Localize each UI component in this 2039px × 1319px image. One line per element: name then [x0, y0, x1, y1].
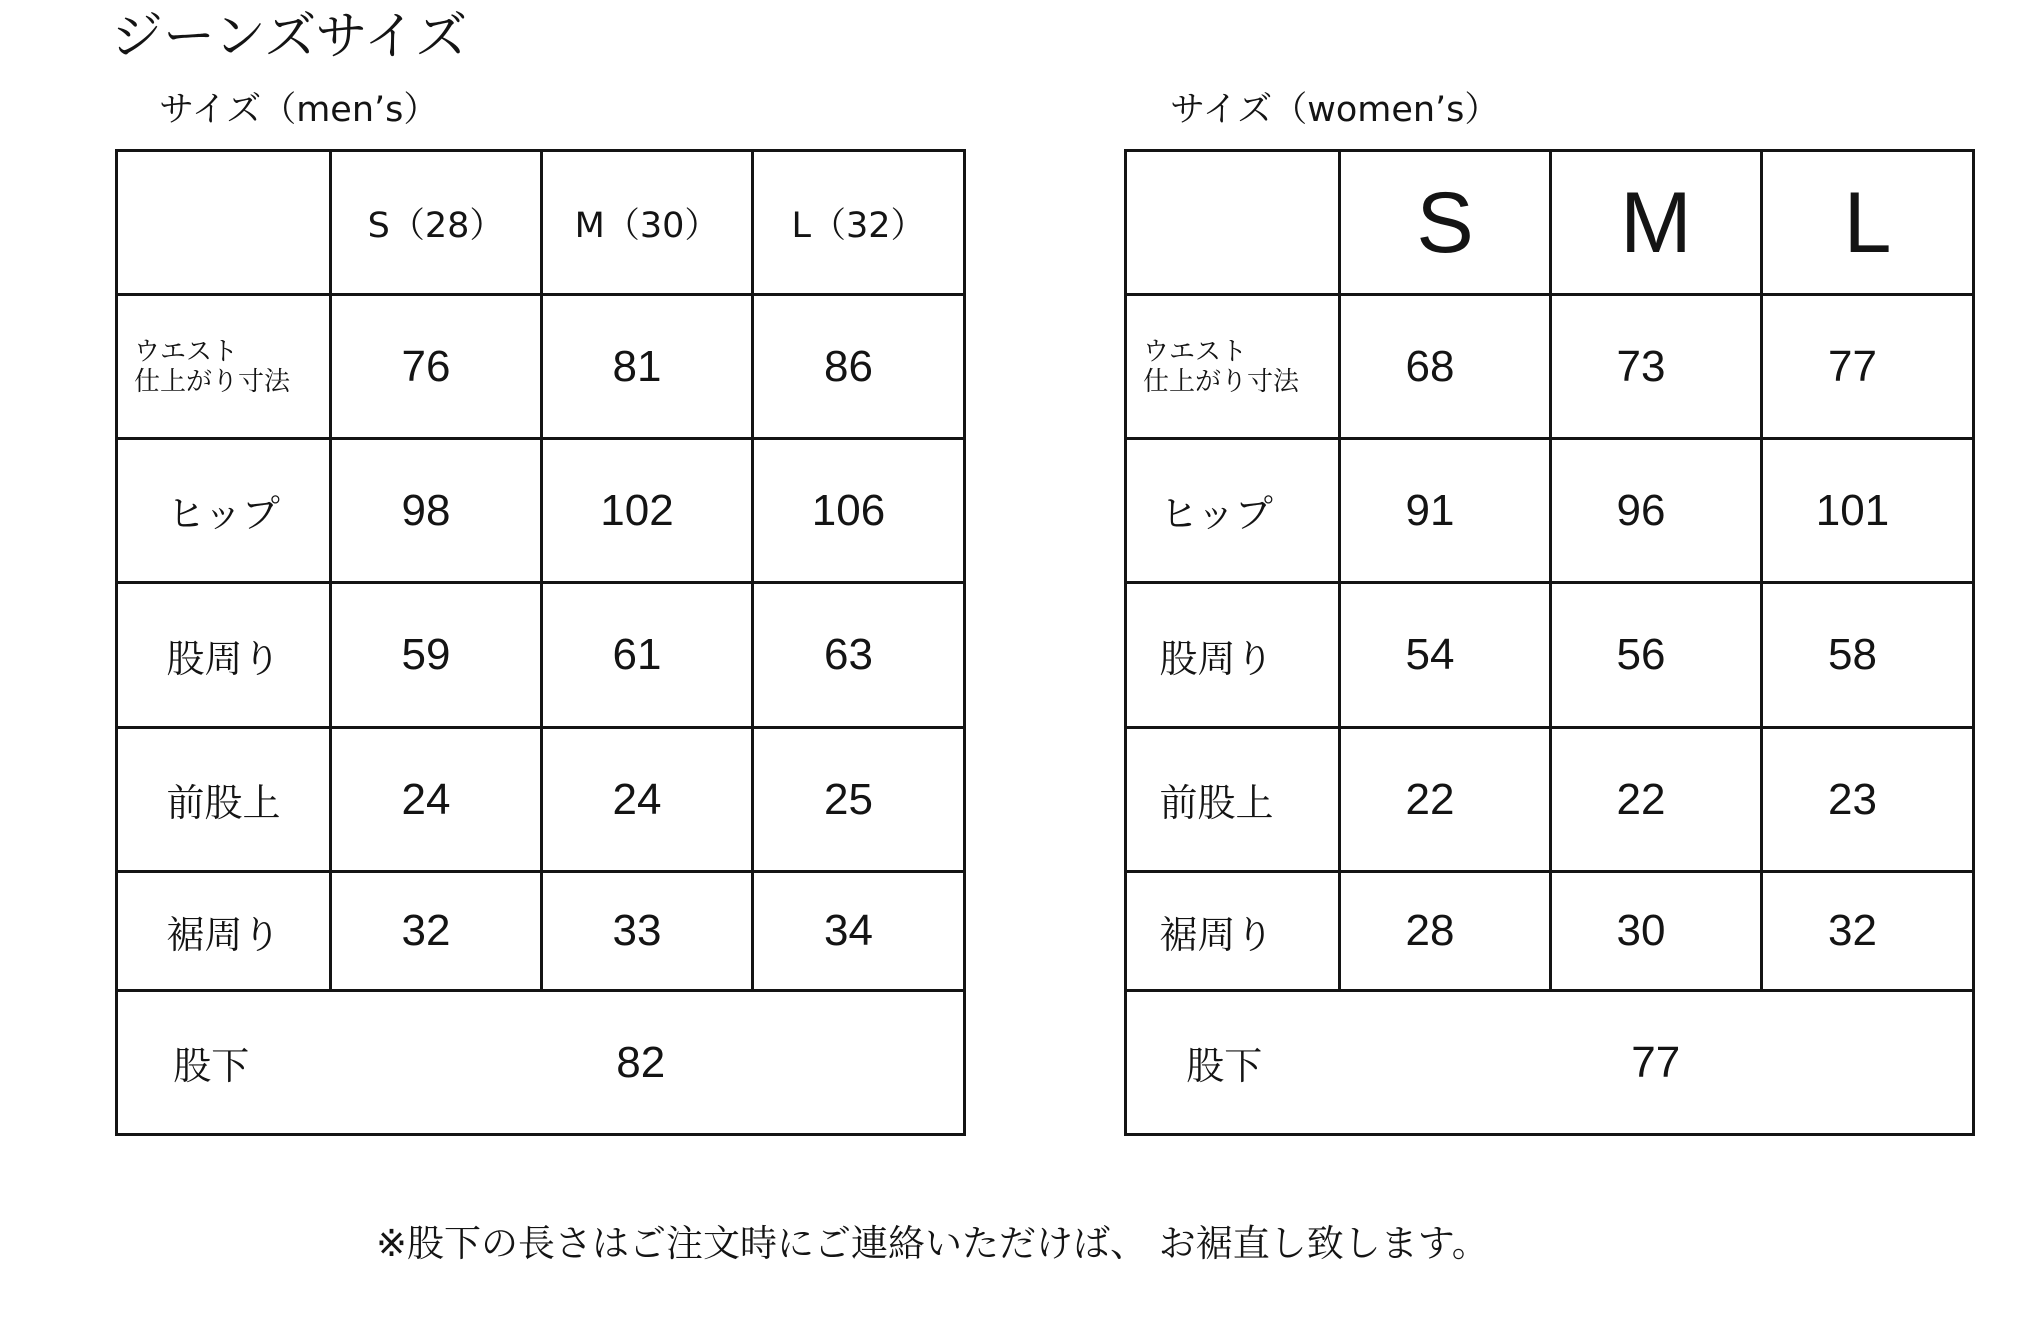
mens-size-caption: サイズ（men’s） [159, 90, 439, 130]
hem-value-m: 33 [542, 872, 753, 991]
size-header-m: M [1551, 151, 1762, 295]
front-rise-value-l: 23 [1762, 728, 1974, 872]
waist-value-m: 73 [1551, 295, 1762, 439]
front-rise-value-m: 24 [542, 728, 753, 872]
front-rise-row [117, 728, 965, 872]
hem-value-s: 32 [331, 872, 542, 991]
waist-label [117, 295, 331, 439]
size-header-l: L [1762, 151, 1974, 295]
hip-label: ヒップ [1126, 439, 1340, 583]
corner-cell [1126, 151, 1340, 295]
hip-label: ヒップ [117, 439, 331, 583]
hip-value-s: 98 [331, 439, 542, 583]
thigh-row [117, 583, 965, 728]
thigh-label: 股周り [117, 583, 331, 728]
hip-row [1126, 439, 1974, 583]
size-header-row [1126, 151, 1974, 295]
thigh-row [1126, 583, 1974, 728]
womens-size-table [1124, 149, 1975, 1136]
corner-cell [117, 151, 331, 295]
womens-size-caption: サイズ（women’s） [1170, 90, 1500, 130]
front-rise-label: 前股上 [1126, 728, 1340, 872]
hip-row [117, 439, 965, 583]
size-header-s: S [1340, 151, 1551, 295]
waist-label [1126, 295, 1340, 439]
front-rise-value-l: 25 [753, 728, 965, 872]
waist-value-l: 86 [753, 295, 965, 439]
inseam-value: 82 [331, 991, 965, 1135]
front-rise-value-s: 22 [1340, 728, 1551, 872]
front-rise-value-m: 22 [1551, 728, 1762, 872]
waist-row [117, 295, 965, 439]
hip-value-l: 106 [753, 439, 965, 583]
hem-label: 裾周り [1126, 872, 1340, 991]
page-title: ジーンズサイズ [111, 7, 468, 67]
hem-value-m: 30 [1551, 872, 1762, 991]
size-header-l: L（32） [753, 151, 965, 295]
hem-row [117, 872, 965, 991]
front-rise-value-s: 24 [331, 728, 542, 872]
front-rise-label: 前股上 [117, 728, 331, 872]
waist-label-line-1: ウエスト [1143, 336, 1248, 367]
hem-label: 裾周り [117, 872, 331, 991]
hip-value-s: 91 [1340, 439, 1551, 583]
hemming-footnote: ※股下の長さはご注文時にご連絡いただけば、 お裾直し致します。 [376, 1222, 1489, 1265]
thigh-value-m: 61 [542, 583, 753, 728]
mens-size-table [115, 149, 966, 1136]
waist-label-line-2: 仕上がり寸法 [1143, 366, 1300, 397]
hem-row [1126, 872, 1974, 991]
inseam-row [1126, 991, 1974, 1135]
hem-value-s: 28 [1340, 872, 1551, 991]
hip-value-m: 102 [542, 439, 753, 583]
thigh-value-s: 59 [331, 583, 542, 728]
waist-value-m: 81 [542, 295, 753, 439]
hem-value-l: 34 [753, 872, 965, 991]
hip-value-l: 101 [1762, 439, 1974, 583]
inseam-label: 股下 [117, 991, 331, 1135]
inseam-label: 股下 [1126, 991, 1340, 1135]
thigh-value-m: 56 [1551, 583, 1762, 728]
thigh-value-l: 63 [753, 583, 965, 728]
hem-value-l: 32 [1762, 872, 1974, 991]
waist-value-s: 68 [1340, 295, 1551, 439]
size-header-s: S（28） [331, 151, 542, 295]
inseam-value: 77 [1340, 991, 1974, 1135]
front-rise-row [1126, 728, 1974, 872]
hip-value-m: 96 [1551, 439, 1762, 583]
size-header-m: M（30） [542, 151, 753, 295]
waist-label-line-2: 仕上がり寸法 [134, 366, 291, 397]
thigh-value-s: 54 [1340, 583, 1551, 728]
waist-label-line-1: ウエスト [134, 336, 239, 367]
waist-row [1126, 295, 1974, 439]
thigh-label: 股周り [1126, 583, 1340, 728]
thigh-value-l: 58 [1762, 583, 1974, 728]
inseam-row [117, 991, 965, 1135]
size-header-row [117, 151, 965, 295]
waist-value-s: 76 [331, 295, 542, 439]
waist-value-l: 77 [1762, 295, 1974, 439]
